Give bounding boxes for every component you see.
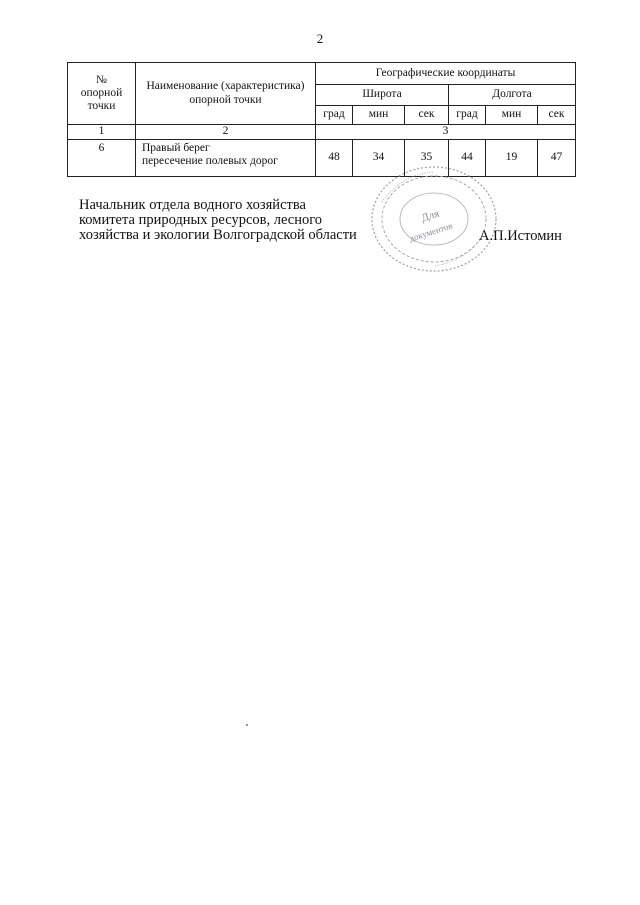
header-point-no: № опорной точки: [68, 63, 136, 125]
col-number-1: 1: [68, 125, 136, 140]
stamp-text-line-1: Для: [419, 207, 441, 225]
point-number-cell: 6: [68, 140, 136, 177]
unit-lat-min: мин: [353, 106, 405, 125]
scan-speck: [246, 724, 248, 726]
signatory-position: Начальник отдела водного хозяйства комитета природных ресурсов, лесного хозяйства и экологии Волгоградской области: [79, 197, 357, 243]
point-name-cell: Правый берег пересечение полевых дорог: [136, 140, 316, 177]
unit-lon-sec: сек: [538, 106, 576, 125]
header-geo-coords: Географические координаты: [316, 63, 576, 85]
official-stamp: [362, 162, 507, 280]
header-name: Наименование (характеристика) опорной точки: [136, 63, 316, 125]
lat-sec-cell: 35: [405, 140, 449, 177]
lat-min-cell: 34: [353, 140, 405, 177]
lon-sec-cell: 47: [538, 140, 576, 177]
stamp-text-line-2: документов: [408, 220, 454, 244]
unit-lat-deg: град: [316, 106, 353, 125]
coordinates-table: [67, 62, 576, 177]
header-latitude: Широта: [316, 85, 449, 106]
unit-lon-min: мин: [486, 106, 538, 125]
page-number: 2: [316, 31, 324, 46]
lon-min-cell: 19: [486, 140, 538, 177]
lon-deg-cell: 44: [449, 140, 486, 177]
signatory-name: А.П.Истомин: [479, 228, 562, 244]
unit-lat-sec: сек: [405, 106, 449, 125]
lat-deg-cell: 48: [316, 140, 353, 177]
unit-lon-deg: град: [449, 106, 486, 125]
header-longitude: Долгота: [449, 85, 576, 106]
col-number-3: 3: [316, 125, 576, 140]
col-number-2: 2: [136, 125, 316, 140]
